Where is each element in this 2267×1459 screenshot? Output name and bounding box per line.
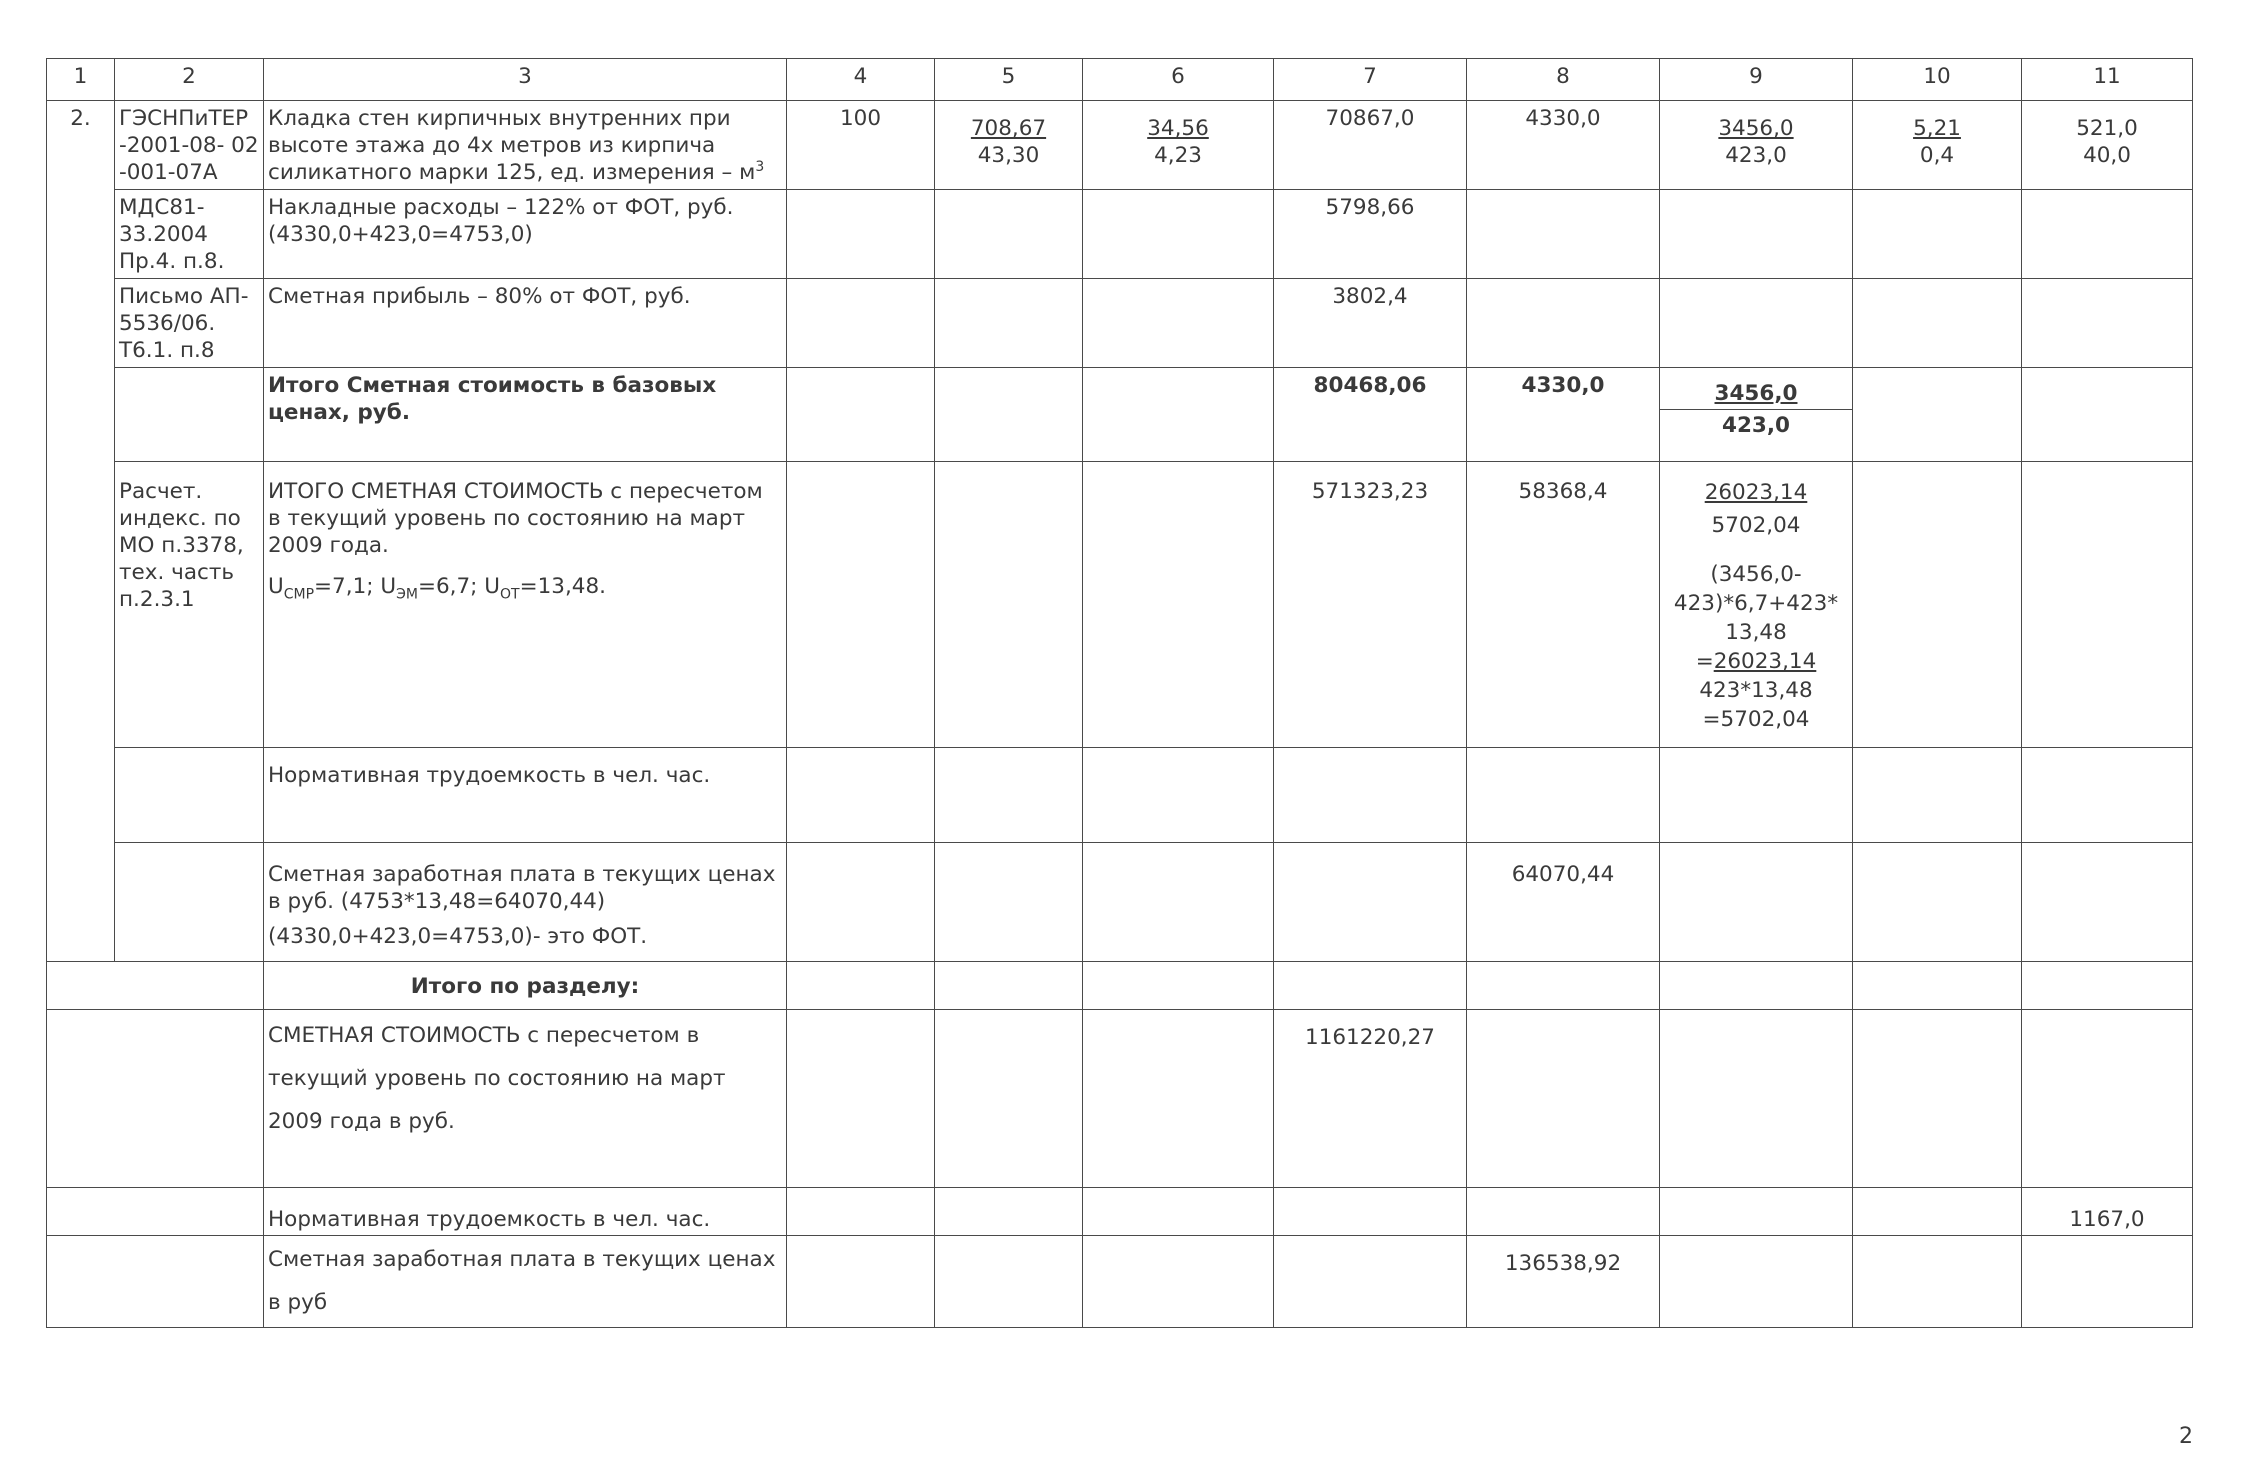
- work-description: Сметная заработная плата в текущих ценах в руб. (4753*13,48=64070,44) (4330,0+423,0=4753,0)- это ФОТ.: [264, 843, 787, 962]
- total-cost: 5798,66: [1274, 190, 1467, 279]
- quantity: 100: [787, 101, 935, 190]
- page-number: 2: [2179, 1424, 2193, 1449]
- header-row: [47, 59, 2193, 101]
- section-total-heading: Итого по разделу:: [264, 962, 787, 1010]
- table-row: [47, 190, 2193, 279]
- work-description: СМЕТНАЯ СТОИМОСТЬ с пересчетом в текущий уровень по состоянию на март 2009 года в руб.: [264, 1010, 787, 1188]
- col-header-6: 6: [1083, 59, 1274, 101]
- section-wage-cost: 136538,92: [1467, 1236, 1660, 1328]
- table-row: [47, 1010, 2193, 1188]
- subtotal-machine: 3456,0 423,0: [1660, 368, 1853, 462]
- col-header-5: 5: [935, 59, 1083, 101]
- work-description: Кладка стен кирпичных внутренних при высоте этажа до 4х метров из кирпича силикатного марки 125, ед. измерения – $м^3$: [264, 101, 787, 190]
- table-row: [47, 843, 2193, 962]
- total-cost: 571323,23: [1274, 462, 1467, 748]
- unit-cost: 708,67 43,30: [935, 101, 1083, 190]
- wage-cost: 4330,0: [1467, 101, 1660, 190]
- col-header-3: 3: [264, 59, 787, 101]
- table-row: [47, 368, 2193, 462]
- subtotal-wage: 4330,0: [1467, 368, 1660, 462]
- work-description: Нормативная трудоемкость в чел. час.: [264, 748, 787, 843]
- machine-total: 3456,0 423,0: [1660, 101, 1853, 190]
- wage-cost: 58368,4: [1467, 462, 1660, 748]
- work-description: Накладные расходы – 122% от ФОТ, руб. (4330,0+423,0=4753,0): [264, 190, 787, 279]
- norm-code: ГЭСНПиТЕР -2001-08- 02-001-07А: [115, 101, 264, 190]
- total-cost: 70867,0: [1274, 101, 1467, 190]
- section-labor-total: 1167,0: [2022, 1188, 2193, 1236]
- table-row: [47, 101, 2193, 190]
- machine-total: 26023,14 5702,04 (3456,0- 423)*6,7+423* 13,48 =26023,14 423*13,48 =5702,04: [1660, 462, 1853, 748]
- item-number: 2.: [47, 101, 115, 962]
- col-header-8: 8: [1467, 59, 1660, 101]
- index-line: $U_{СМР}=7,1$; $U_{ЭМ}=6,7$; $U_{ОТ}=13,48$.: [268, 574, 606, 603]
- col-header-4: 4: [787, 59, 935, 101]
- total-cost: 3802,4: [1274, 279, 1467, 368]
- table-row: [47, 748, 2193, 843]
- table-row: [47, 1236, 2193, 1328]
- col-header-11: 11: [2022, 59, 2193, 101]
- table-row: [47, 962, 2193, 1010]
- work-description: Нормативная трудоемкость в чел. час.: [264, 1188, 787, 1236]
- labor-unit: 5,21 0,4: [1853, 101, 2022, 190]
- norm-code: Письмо АП- 5536/06. Т6.1. п.8: [115, 279, 264, 368]
- machine-cost: 34,56 4,23: [1083, 101, 1274, 190]
- formula: (3456,0- 423)*6,7+423* 13,48 =26023,14 423*13,48 =5702,04: [1673, 562, 1839, 732]
- subtotal-label: Итого Сметная стоимость в базовых ценах, руб.: [264, 368, 787, 462]
- work-description: Сметная прибыль – 80% от ФОТ, руб.: [264, 279, 787, 368]
- work-description: Сметная заработная плата в текущих ценах в руб: [264, 1236, 787, 1328]
- norm-code: МДС81- 33.2004 Пр.4. п.8.: [115, 190, 264, 279]
- wage-cost: 64070,44: [1467, 843, 1660, 962]
- labor-total: 521,0 40,0: [2022, 101, 2193, 190]
- col-header-2: 2: [115, 59, 264, 101]
- estimate-table: [46, 58, 2193, 1328]
- section-total-cost: 1161220,27: [1274, 1010, 1467, 1188]
- table-row: [47, 462, 2193, 748]
- table-row: [47, 1188, 2193, 1236]
- col-header-10: 10: [1853, 59, 2022, 101]
- col-header-1: 1: [47, 59, 115, 101]
- norm-code: Расчет. индекс. по МО п.3378, тех. часть п.2.3.1: [115, 462, 264, 748]
- col-header-7: 7: [1274, 59, 1467, 101]
- work-description: ИТОГО СМЕТНАЯ СТОИМОСТЬ с пересчетом в текущий уровень по состоянию на март 2009 года. $U_{СМР}=7,1$; $U_{ЭМ}=6,7$; $U_{ОТ}=13,48$.: [264, 462, 787, 748]
- col-header-9: 9: [1660, 59, 1853, 101]
- subtotal-cost: 80468,06: [1274, 368, 1467, 462]
- table-row: [47, 279, 2193, 368]
